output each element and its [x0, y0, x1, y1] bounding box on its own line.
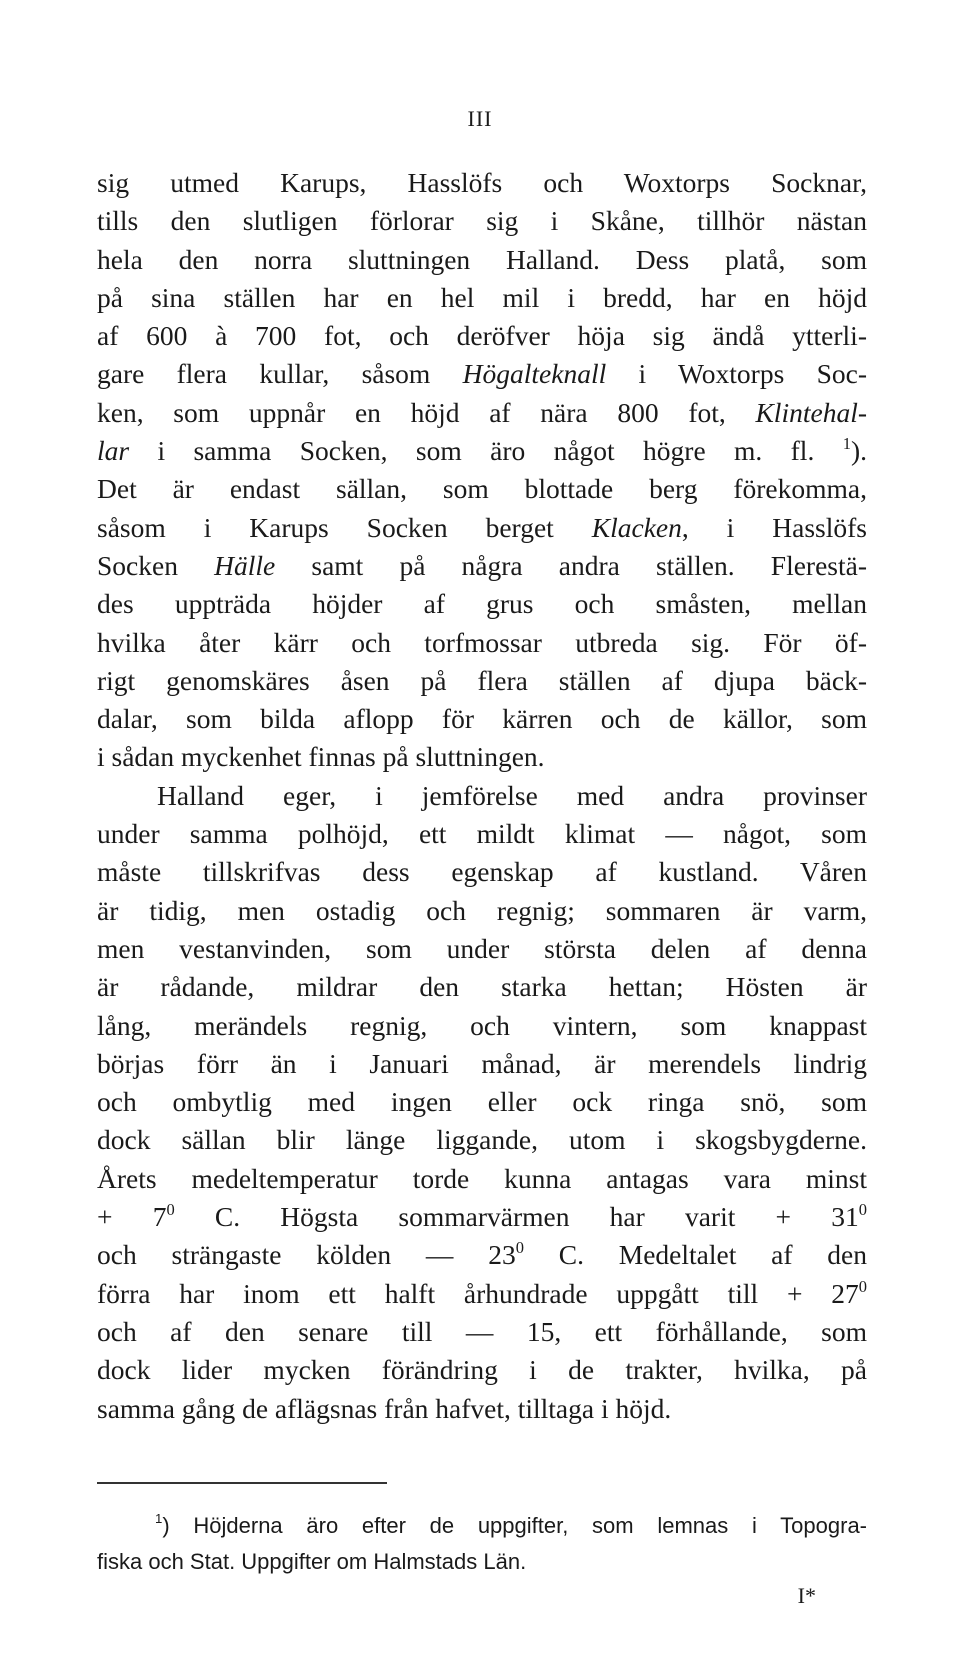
place-name-italic: Klintehal- — [755, 396, 867, 428]
text-line: des uppträda höjder af grus och småsten, mellan — [97, 588, 867, 620]
degree-mark: 0 — [858, 1200, 867, 1220]
footnote-line: fiska och Stat. Uppgifter om Halmstads Län. — [97, 1549, 527, 1574]
text-line: hela den norra sluttningen Halland. Dess platå, som — [97, 243, 867, 275]
text-line: Socken Hälle samt på några andra ställen. Flerestä- — [97, 549, 867, 581]
place-name-italic: lar — [97, 435, 130, 467]
text-line: rigt genomskäres åsen på flera ställen af djupa bäck- — [97, 664, 867, 696]
text-line: ken, som uppnår en höjd af nära 800 fot, Klintehal- — [97, 396, 867, 428]
text-line: på sina ställen har en hel mil i bredd, har en höjd — [97, 281, 867, 313]
text-line: tills den slutligen förlorar sig i Skåne, tillhör nästan — [97, 205, 867, 237]
paragraph-last-line: i sådan myckenhet finnas på sluttningen. — [97, 741, 545, 773]
text-line: lång, merändels regnig, och vintern, som knappast — [97, 1009, 867, 1041]
footnote-reference: 1 — [842, 434, 851, 454]
paragraph-first-line: Halland eger, i jemförelse med andra provinser — [157, 779, 867, 811]
place-name-italic: Högalteknall — [462, 358, 607, 390]
footnote-line: $^1$) Höjderna äro efter de uppgifter, som lemnas i Topogra- — [155, 1511, 867, 1538]
text-line: gare flera kullar, såsom Högalteknall i Woxtorps Soc- — [97, 358, 867, 390]
text-line: Det är endast sällan, som blottade berg förekomma, — [97, 473, 867, 505]
page-number: III — [467, 106, 493, 131]
degree-mark: 0 — [166, 1200, 175, 1220]
signature-mark: I* — [797, 1583, 816, 1608]
degree-mark: 0 — [515, 1238, 524, 1258]
text-line: Årets medeltemperatur torde kunna antagas vara minst — [97, 1162, 867, 1194]
text-line: och strängaste kölden — $23^0$ C. Medeltalet af den — [97, 1238, 868, 1271]
text-line: hvilka åter kärr och torfmossar utbreda sig. För öf- — [97, 626, 867, 658]
text-line: dock sällan blir länge liggande, utom i skogsbygderne. — [97, 1124, 867, 1156]
text-line: af 600 à 700 fot, och deröfver höja sig ändå ytterli- — [97, 320, 867, 352]
paragraph-last-line: samma gång de aflägsnas från hafvet, tilltaga i höjd. — [97, 1392, 672, 1424]
footnote-marker: 1 — [155, 1511, 163, 1526]
body-text — [97, 164, 867, 1428]
text-line: är rådande, mildrar den starka hettan; Hösten är — [97, 971, 867, 1003]
text-line: sig utmed Karups, Hasslöfs och Woxtorps Socknar, — [97, 167, 867, 198]
text-line: börjas förr än i Januari månad, är merendels lindrig — [97, 1047, 867, 1079]
text-line: dalar, som bilda aflopp för kärren och de källor, som — [97, 703, 867, 735]
text-line: under samma polhöjd, ett mildt klimat — något, som — [97, 818, 867, 850]
place-name-italic: Klacken — [591, 511, 682, 543]
text-line: dock lider mycken förändring i de trakter, hvilka, på — [97, 1354, 867, 1386]
text-line: + $7^0$ C. Högsta sommarvärmen har varit + $31^0$ — [97, 1200, 867, 1233]
text-line: måste tillskrifvas dess egenskap af kustland. Våren — [97, 856, 867, 888]
footnote-divider — [97, 1482, 387, 1484]
text-line: och af den senare till — 15, ett förhållande, som — [97, 1315, 867, 1347]
text-line: är tidig, men ostadig och regnig; sommaren är varm, — [97, 894, 867, 926]
text-line: såsom i Karups Socken berget Klacken, i Hasslöfs — [97, 511, 867, 543]
footnotes — [97, 1508, 867, 1580]
place-name-italic: Hälle — [214, 549, 276, 581]
degree-mark: 0 — [858, 1276, 867, 1296]
text-line: men vestanvinden, som under största delen af denna — [97, 932, 867, 964]
text-line: och ombytlig med ingen eller ock ringa snö, som — [97, 1086, 867, 1118]
text-line: förra har inom ett halft århundrade uppgått till + $27^0$ — [97, 1276, 867, 1309]
text-line: lar i samma Socken, som äro något högre m. fl. $^1$). — [97, 434, 867, 467]
